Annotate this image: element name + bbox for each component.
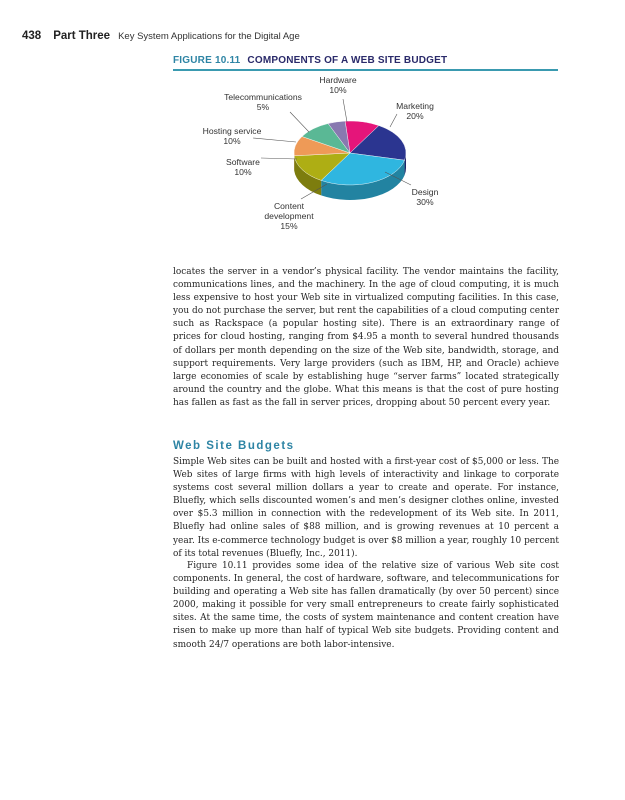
leader-line-telecommunications: [290, 112, 309, 132]
leader-line-hosting-service: [253, 138, 296, 142]
slice-label-telecommunications: Telecommunications: [224, 92, 302, 102]
body-paragraph: locates the server in a vendor’s physical facility. The vendor maintains the facility, communications lines, and the machinery. In the age of cloud computing, it is much less expensive to host your Web site in virtualized computing facilities. In this case, you do not purchase the server, but rent the capabilities of a cloud computing center such as Rackspace (a popular hosting site). There is an extraordinary range of prices for cloud hosting, ranging from $4.95 a month to several hundred thousands of dollars per month depending on the size of the Web site, bandwidth, storage, and support requirements. Very large providers (such as IBM, HP, and Oracle) achieve large economies of scale by establishing huge “server farms” located strategically around the country and the globe. What this means is that the cost of pure hosting has fallen as fast as the fall in server prices, dropping about 50 percent every year.: [173, 267, 559, 408]
pie-top-layer: [294, 121, 406, 185]
slice-label-hosting-service: Hosting service: [202, 126, 262, 136]
figure-rule: [173, 69, 558, 71]
slice-label-marketing: Marketing: [396, 101, 434, 111]
figure-title: [173, 55, 447, 66]
slice-label-content-development: development: [264, 211, 314, 221]
slice-value-software: 10%: [234, 167, 252, 177]
slice-label-content-development: Content: [273, 201, 305, 211]
slice-value-hosting-service: 10%: [223, 136, 241, 146]
slice-label-hardware: Hardware: [319, 75, 357, 85]
slice-value-marketing: 20%: [406, 111, 424, 121]
part-label: Part Three: [53, 30, 111, 42]
slice-value-content-development: 15%: [280, 221, 298, 231]
slice-label-design: Design: [411, 187, 439, 197]
pie-chart: [195, 72, 485, 237]
leader-line-software: [261, 158, 297, 159]
figure-label: FIGURE 10.11: [173, 55, 241, 66]
figure-caption: COMPONENTS OF A WEB SITE BUDGET: [247, 55, 448, 66]
leader-line-marketing: [390, 114, 397, 127]
section-title: Key System Applications for the Digital Age: [118, 31, 300, 42]
slice-value-telecommunications: 5%: [256, 102, 270, 112]
slice-label-software: Software: [226, 157, 260, 167]
slice-value-design: 30%: [416, 197, 434, 207]
page-number: 438: [22, 30, 42, 42]
leader-line-hardware: [343, 99, 347, 122]
section-heading: Web Site Budgets: [173, 440, 295, 452]
slice-value-hardware: 10%: [329, 85, 347, 95]
body-paragraph: Figure 10.11 provides some idea of the relative size of various Web site cost components. In general, the cost of hardware, software, and telecommunications for building and operating a Web site has fallen dramatically (by over 50 percent) since 2000, making it possible for very small entrepreneurs to create fairly sophisticated sites. At the same time, the costs of system maintenance and content creation have risen to make up more than half of typical Web site budgets. Providing content and smooth 24/7 operations are both labor-intensive.: [173, 561, 559, 650]
running-head: [22, 26, 300, 44]
body-paragraph: Simple Web sites can be built and hosted with a first-year cost of $5,000 or less. The Web sites of large firms with high levels of interactivity and linkage to corporate systems cost several million dollars a year to create and operate. For instance, Bluefly, which sells discounted women’s and men’s designer clothes online, invested over $5.3 million in connection with the redevelopment of its Web site. In 2011, Bluefly had online sales of $88 million, and is growing revenues at 10 percent a year. Its e-commerce technology budget is over $8 million a year, roughly 10 percent of its total revenues (Bluefly, Inc., 2011).: [173, 457, 559, 559]
